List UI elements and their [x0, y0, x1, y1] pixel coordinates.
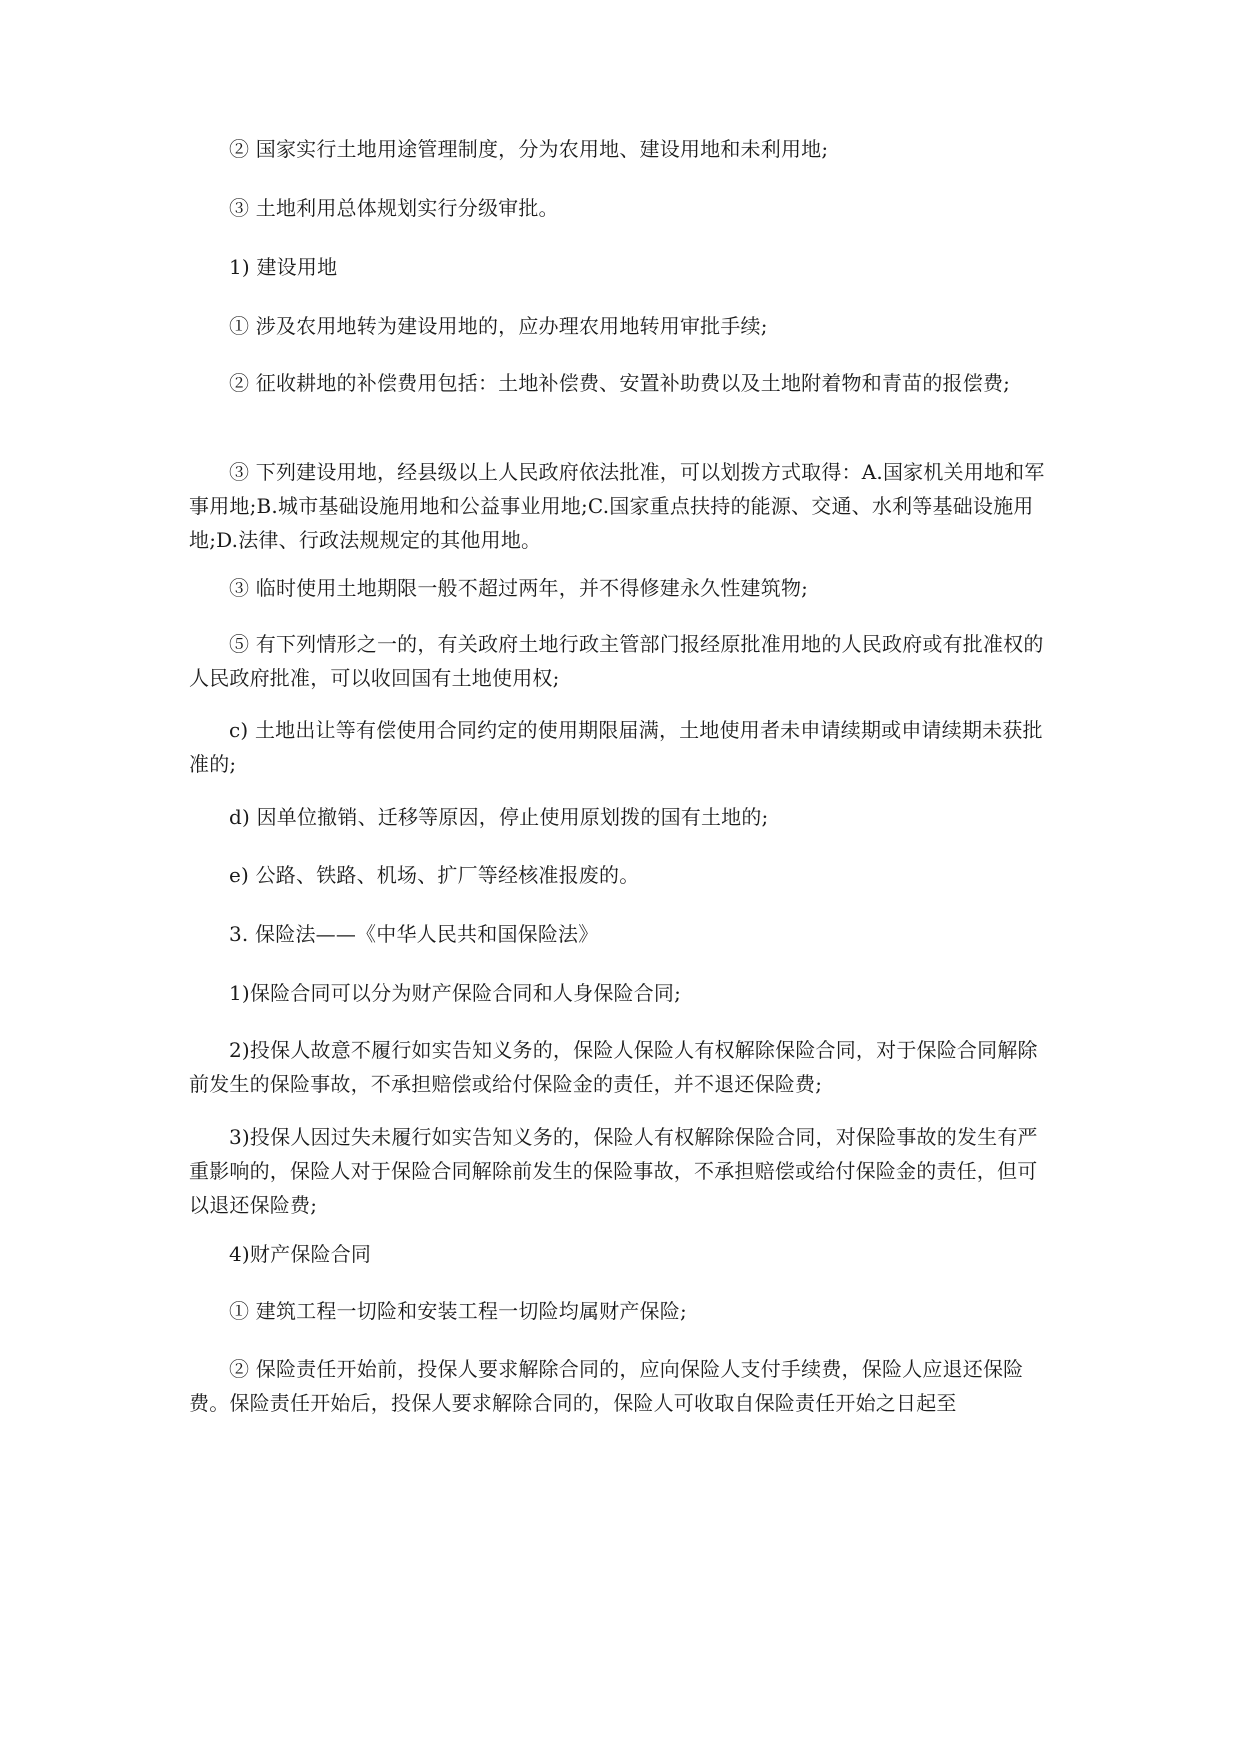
paragraph-allocated-land: ③ 下列建设用地，经县级以上人民政府依法批准，可以划拨方式取得：A.国家机关用地和军事用地;B.城市基础设施用地和公益事业用地;C.国家重点扶持的能源、交通、水利等基础设施用地;D.法律、行政法规规定的其他用地。 [189, 460, 1045, 552]
paragraph-reclaim-land-rights: ⑤ 有下列情形之一的，有关政府土地行政主管部门报经原批准用地的人民政府或有批准权的人民政府批准，可以收回国有土地使用权; [189, 632, 1044, 690]
paragraph-all-risks-insurance: ① 建筑工程一切险和安装工程一切险均属财产保险; [229, 1299, 687, 1323]
paragraph-planning-approval: ③ 土地利用总体规划实行分级审批。 [229, 196, 559, 220]
paragraph-insurance-law-heading: 3. 保险法——《中华人民共和国保险法》 [229, 922, 599, 946]
paragraph-farmland-conversion: ① 涉及农用地转为建设用地的，应办理农用地转用审批手续; [229, 314, 768, 338]
paragraph-compensation-fees: ② 征收耕地的补偿费用包括：土地补偿费、安置补助费以及土地附着物和青苗的报偿费; [229, 371, 1011, 395]
paragraph-negligent-nondisclosure: 3)投保人因过失未履行如实告知义务的，保险人有权解除保险合同，对保险事故的发生有严重影响的，保险人对于保险合同解除前发生的保险事故，不承担赔偿或给付保险金的责任，但可以退还保险费; [189, 1125, 1038, 1217]
paragraph-item-c: c) 土地出让等有偿使用合同约定的使用期限届满，土地使用者未申请续期或申请续期未获批准的; [189, 718, 1043, 776]
paragraph-construction-land-heading: 1) 建设用地 [229, 255, 338, 279]
paragraph-insurance-contract-types: 1)保险合同可以分为财产保险合同和人身保险合同; [229, 981, 682, 1005]
paragraph-item-e: e) 公路、铁路、机场、扩厂等经核准报废的。 [229, 863, 640, 887]
paragraph-land-use-control: ② 国家实行土地用途管理制度，分为农用地、建设用地和未利用地; [229, 137, 829, 161]
paragraph-contract-termination: ② 保险责任开始前，投保人要求解除合同的，应向保险人支付手续费，保险人应退还保险费。保险责任开始后，投保人要求解除合同的，保险人可收取自保险责任开始之日起至 [189, 1357, 1024, 1415]
paragraph-item-d: d) 因单位撤销、迁移等原因，停止使用原划拨的国有土地的; [229, 805, 769, 829]
paragraph-property-insurance-heading: 4)财产保险合同 [229, 1242, 372, 1266]
paragraph-temporary-land-use: ③ 临时使用土地期限一般不超过两年，并不得修建永久性建筑物; [229, 576, 809, 600]
paragraph-intentional-nondisclosure: 2)投保人故意不履行如实告知义务的，保险人保险人有权解除保险合同，对于保险合同解除前发生的保险事故，不承担赔偿或给付保险金的责任，并不退还保险费; [189, 1038, 1038, 1096]
